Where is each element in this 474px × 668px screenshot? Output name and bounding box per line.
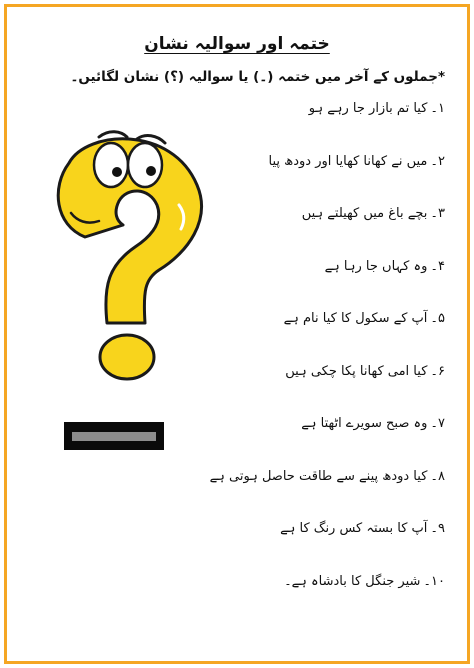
sentence-text: شیر جنگل کا بادشاہ ہے۔ xyxy=(284,573,421,589)
sentence-number: ۱۔ xyxy=(430,101,445,116)
sentence-item xyxy=(175,416,445,469)
sentence-item xyxy=(175,469,445,522)
sentence-item xyxy=(175,259,445,312)
sentence-number: ۴۔ xyxy=(430,258,445,274)
sentence-text: وہ صبح سویرے اٹھتا ہے xyxy=(301,416,428,431)
answer-box-fill xyxy=(72,432,156,441)
left-pupil xyxy=(112,167,122,177)
sentence-number: ۳۔ xyxy=(430,206,445,221)
sentence-number: ۵۔ xyxy=(430,311,445,326)
sentence-text: میں نے کھانا کھایا اور دودھ پیا xyxy=(268,153,428,169)
right-pupil xyxy=(146,166,156,176)
question-mark-illustration xyxy=(47,125,207,385)
sentence-item xyxy=(175,574,445,627)
worksheet-title: ختمہ اور سوالیہ نشان xyxy=(144,34,330,54)
sentence-text: کیا دودھ پینے سے طاقت حاصل ہوتی ہے xyxy=(209,468,428,484)
sentence-number: ۱۰۔ xyxy=(423,573,445,589)
sentence-item xyxy=(175,311,445,364)
left-eyebrow xyxy=(99,132,127,137)
sentence-number: ۶۔ xyxy=(430,363,445,379)
right-eye-icon xyxy=(128,143,162,187)
sentence-number: ۸۔ xyxy=(430,468,445,484)
sentence-item xyxy=(175,364,445,417)
sentence-number: ۲۔ xyxy=(430,153,445,169)
sentence-text: آپ کا بستہ کس رنگ کا ہے xyxy=(280,521,428,536)
sentence-text: وہ کہاں جا رہا ہے xyxy=(324,258,428,274)
sentence-text: کیا امی کھانا پکا چکی ہیں xyxy=(285,363,428,379)
left-eye-icon xyxy=(94,143,128,187)
sentence-list xyxy=(175,101,445,626)
sentence-number: ۷۔ xyxy=(430,416,445,431)
sentence-text: بچے باغ میں کھیلتے ہیں xyxy=(301,206,428,221)
sentence-text: آپ کے سکول کا کیا نام ہے xyxy=(283,311,428,326)
sentence-item xyxy=(175,521,445,574)
sentence-item xyxy=(175,206,445,259)
sentence-number: ۹۔ xyxy=(430,521,445,536)
sentence-text: کیا تم بازار جا رہے ہو xyxy=(308,101,428,116)
question-mark-dot xyxy=(100,335,154,379)
sentence-item xyxy=(175,101,445,154)
answer-box xyxy=(64,422,164,450)
instruction-text: *جملوں کے آخر میں ختمہ (۔) یا سوالیہ (؟) نشان لگائیں۔ xyxy=(70,69,445,85)
sentence-item xyxy=(175,154,445,207)
worksheet-page xyxy=(4,4,470,664)
